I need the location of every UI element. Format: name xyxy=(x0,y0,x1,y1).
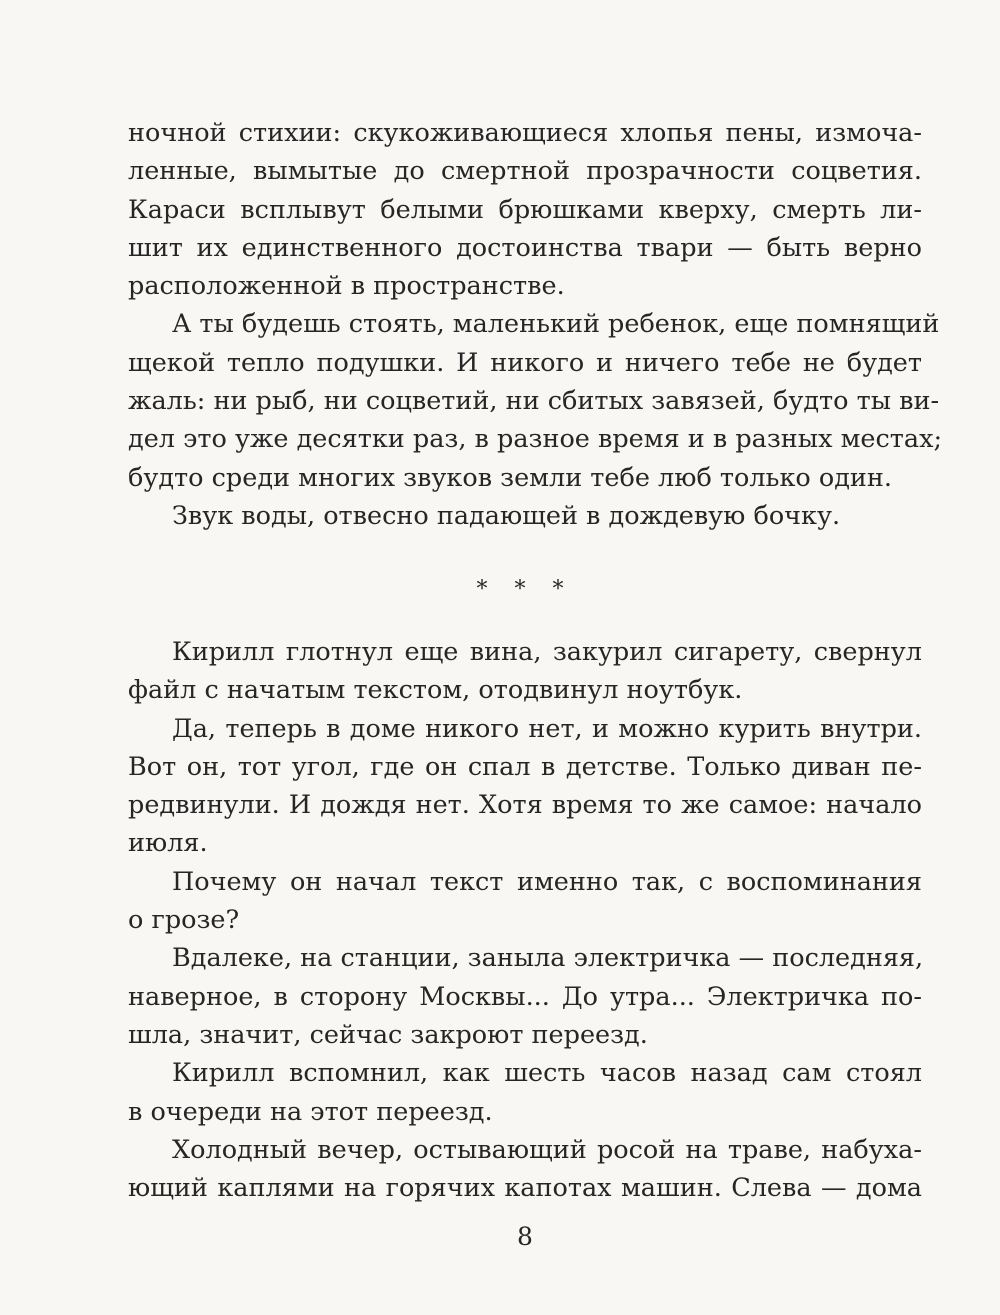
text-line: Кирилл вспомнил, как шесть часов назад сам стоял xyxy=(172,1058,922,1089)
text-line: жаль: ни рыб, ни соцветий, ни сбитых завязей, будто ты ви- xyxy=(128,386,940,417)
text-line: щекой тепло подушки. И никого и ничего тебе не будет xyxy=(128,347,922,378)
text-line: наверное, в сторону Москвы... До утра... Электричка по- xyxy=(128,981,922,1012)
text-line: Да, теперь в доме никого нет, и можно курить внутри. xyxy=(172,713,922,744)
text-section-2 xyxy=(128,633,922,1207)
paragraph xyxy=(128,863,922,940)
paragraph xyxy=(128,710,922,863)
text-line: ночной стихии: скукоживающиеся хлопья пены, измоча- xyxy=(128,118,922,148)
text-line: ющий каплями на горячих капотах машин. Слева — дома xyxy=(128,1173,922,1204)
paragraph xyxy=(128,1054,922,1131)
text-line: ленные, вымытые до смертной прозрачности соцветия. xyxy=(128,156,922,187)
text-line: шла, значит, сейчас закроют переезд. xyxy=(128,1019,648,1050)
text-line: А ты будешь стоять, маленький ребенок, еще помнящий xyxy=(172,309,940,340)
text-line: Холодный вечер, остывающий росой на траве, набуха- xyxy=(172,1134,922,1165)
text-line: о грозе? xyxy=(128,905,240,936)
paragraph xyxy=(128,497,922,535)
text-line: дел это уже десятки раз, в разное время и в разных местах; xyxy=(128,424,943,455)
text-line: в очереди на этот переезд. xyxy=(128,1096,493,1127)
text-line: файл с начатым текстом, отодвинул ноутбук. xyxy=(128,675,743,706)
text-line: редвинули. И дождя нет. Хотя время то же самое: начало xyxy=(128,790,922,821)
text-line: июля. xyxy=(128,828,208,859)
text-section-1 xyxy=(128,114,943,535)
text-line: Караси всплывут белыми брюшками кверху, смерть ли- xyxy=(128,194,922,225)
text-line: расположенной в пространстве. xyxy=(128,271,565,302)
section-separator: * * * xyxy=(476,577,574,602)
text-line: Звук воды, отвесно падающей в дождевую бочку. xyxy=(172,500,841,531)
paragraph xyxy=(128,305,943,496)
paragraph xyxy=(128,114,922,305)
paragraph xyxy=(128,939,922,1054)
text-line: будто среди многих звуков земли тебе люб только один. xyxy=(128,462,892,493)
paragraph xyxy=(128,633,922,710)
text-line: Кирилл глотнул еще вина, закурил сигарету, свернул xyxy=(172,637,922,667)
page-number: 8 xyxy=(517,1222,533,1251)
text-line: шит их единственного достоинства твари — быть верно xyxy=(128,232,922,263)
paragraph xyxy=(128,1131,922,1208)
text-line: Вдалеке, на станции, заныла электричка — последняя, xyxy=(172,943,924,974)
text-line: Почему он начал текст именно так, с воспоминания xyxy=(172,866,922,897)
text-line: Вот он, тот угол, где он спал в детстве. Только диван пе- xyxy=(128,751,922,782)
